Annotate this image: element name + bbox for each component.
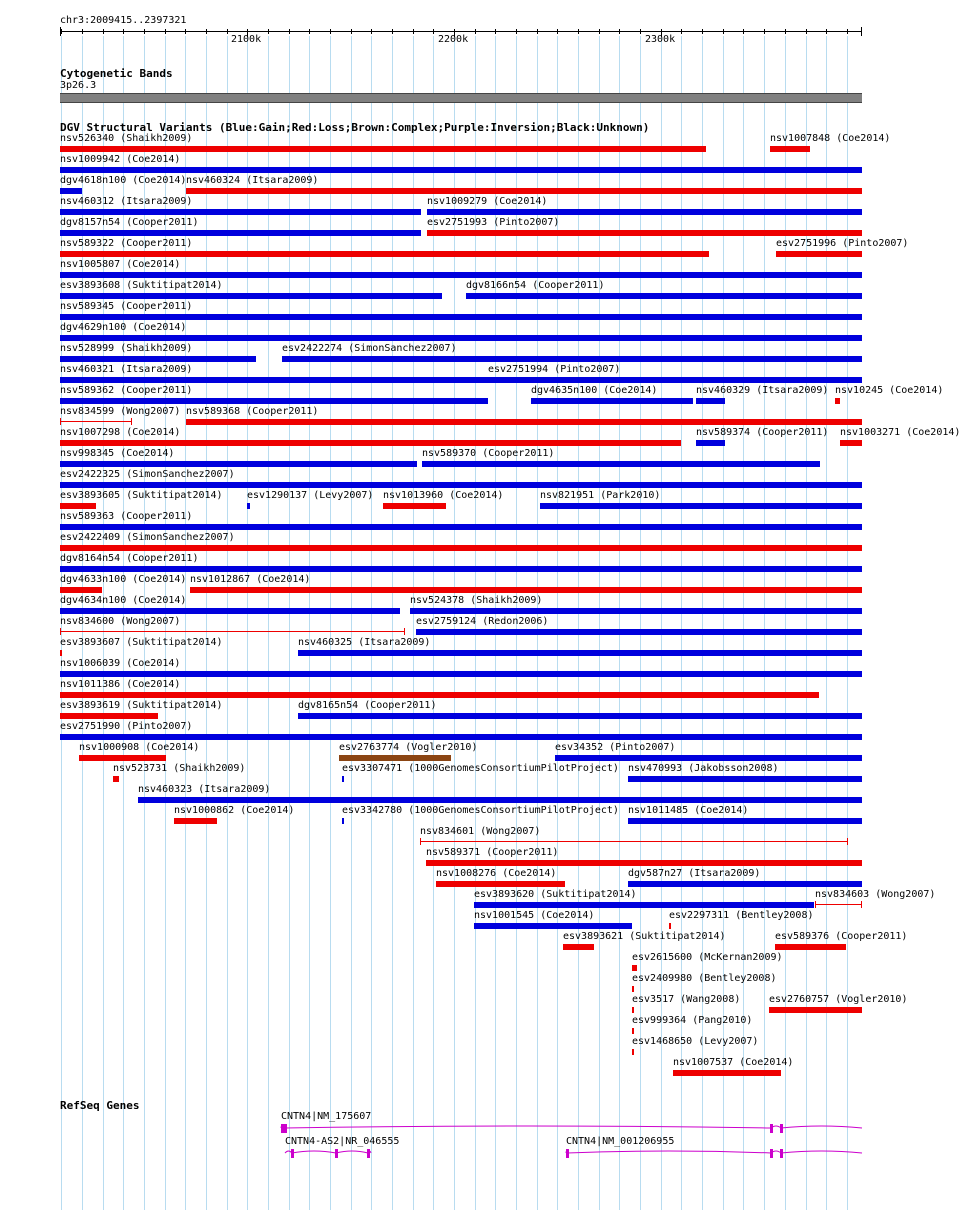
gene-exon[interactable]	[284, 1124, 287, 1133]
variant-label[interactable]: nsv1007848 (Coe2014)	[770, 133, 891, 144]
gene-exon[interactable]	[281, 1124, 284, 1133]
variant-label[interactable]: nsv589363 (Cooper2011)	[60, 511, 193, 522]
variant-label[interactable]: esv999364 (Pang2010)	[632, 1015, 753, 1026]
variant-label[interactable]: esv2615600 (McKernan2009)	[632, 952, 783, 963]
variant-label[interactable]: esv2751996 (Pinto2007)	[776, 238, 909, 249]
gene-intron-line[interactable]	[281, 1126, 862, 1128]
variant-label[interactable]: nsv460321 (Itsara2009)	[60, 364, 193, 375]
variant-label[interactable]: nsv460324 (Itsara2009)	[186, 175, 319, 186]
variant-label[interactable]: nsv834600 (Wong2007)	[60, 616, 181, 627]
variant-label[interactable]: esv2760757 (Vogler2010)	[769, 994, 908, 1005]
variant-label[interactable]: dgv587n27 (Itsara2009)	[628, 868, 761, 879]
variant-label[interactable]: nsv1008276 (Coe2014)	[436, 868, 557, 879]
variant-label[interactable]: esv1468650 (Levy2007)	[632, 1036, 759, 1047]
cytoband-label: 3p26.3	[60, 80, 97, 91]
variant-label[interactable]: dgv8166n54 (Cooper2011)	[466, 280, 605, 291]
variant-label[interactable]: esv1290137 (Levy2007)	[247, 490, 374, 501]
variant-label[interactable]: esv2422409 (SimonSanchez2007)	[60, 532, 235, 543]
gene-exon[interactable]	[367, 1149, 370, 1158]
variant-label[interactable]: dgv4634n100 (Coe2014)	[60, 595, 187, 606]
variant-label[interactable]: nsv998345 (Coe2014)	[60, 448, 175, 459]
variant-label[interactable]: esv2409980 (Bentley2008)	[632, 973, 777, 984]
variant-label[interactable]: nsv589368 (Cooper2011)	[186, 406, 319, 417]
variant-label[interactable]: nsv1005807 (Coe2014)	[60, 259, 181, 270]
gene-label[interactable]: CNTN4-AS2|NR_046555	[285, 1136, 400, 1147]
gene-exon[interactable]	[770, 1149, 773, 1158]
variant-label[interactable]: nsv821951 (Park2010)	[540, 490, 661, 501]
gene-intron-line[interactable]	[285, 1151, 371, 1153]
variant-label[interactable]: nsv834599 (Wong2007)	[60, 406, 181, 417]
variant-label[interactable]: esv3893607 (Suktitipat2014)	[60, 637, 223, 648]
variant-label[interactable]: nsv1006039 (Coe2014)	[60, 658, 181, 669]
variant-label[interactable]: esv3893608 (Suktitipat2014)	[60, 280, 223, 291]
variant-label[interactable]: nsv460323 (Itsara2009)	[138, 784, 271, 795]
gene-intron-line[interactable]	[566, 1151, 862, 1153]
gene-label[interactable]: CNTN4|NM_175607	[281, 1111, 372, 1122]
gene-exon[interactable]	[566, 1149, 569, 1158]
variant-label[interactable]: nsv460329 (Itsara2009)	[696, 385, 829, 396]
variant-label[interactable]: esv3893621 (Suktitipat2014)	[563, 931, 726, 942]
variant-label[interactable]: nsv460325 (Itsara2009)	[298, 637, 431, 648]
variant-label[interactable]: esv34352 (Pinto2007)	[555, 742, 676, 753]
variant-label[interactable]: nsv1013960 (Coe2014)	[383, 490, 504, 501]
variant-label[interactable]: nsv589371 (Cooper2011)	[426, 847, 559, 858]
gene-exon[interactable]	[770, 1124, 773, 1133]
ruler-tick-label: 2100k	[231, 34, 262, 45]
dgv-track-title: DGV Structural Variants (Blue:Gain;Red:Loss;Brown:Complex;Purple:Inversion;Black:Unknown)	[60, 121, 650, 134]
variant-label[interactable]: nsv1000908 (Coe2014)	[79, 742, 200, 753]
variant-label[interactable]: nsv589370 (Cooper2011)	[422, 448, 555, 459]
variant-label[interactable]: dgv4618n100 (Coe2014)	[60, 175, 187, 186]
variant-label[interactable]: nsv1009279 (Coe2014)	[427, 196, 548, 207]
variant-label[interactable]: esv2422325 (SimonSanchez2007)	[60, 469, 235, 480]
gene-exon[interactable]	[780, 1149, 783, 1158]
variant-label[interactable]: esv3342780 (1000GenomesConsortiumPilotProject)	[342, 805, 619, 816]
variant-label[interactable]: esv2763774 (Vogler2010)	[339, 742, 478, 753]
gene-exon[interactable]	[291, 1149, 294, 1158]
variant-label[interactable]: nsv589345 (Cooper2011)	[60, 301, 193, 312]
variant-label[interactable]: nsv470993 (Jakobsson2008)	[628, 763, 779, 774]
variant-label[interactable]: nsv834603 (Wong2007)	[815, 889, 936, 900]
variant-label[interactable]: esv589376 (Cooper2011)	[775, 931, 908, 942]
variant-label[interactable]: esv3307471 (1000GenomesConsortiumPilotProject)	[342, 763, 619, 774]
variant-label[interactable]: nsv1009942 (Coe2014)	[60, 154, 181, 165]
variant-label[interactable]: nsv528999 (Shaikh2009)	[60, 343, 193, 354]
variant-label[interactable]: nsv1001545 (Coe2014)	[474, 910, 595, 921]
variant-label[interactable]: nsv524378 (Shaikh2009)	[410, 595, 543, 606]
variant-label[interactable]: dgv8164n54 (Cooper2011)	[60, 553, 199, 564]
variant-label[interactable]: esv2759124 (Redon2006)	[416, 616, 549, 627]
gene-exon[interactable]	[780, 1124, 783, 1133]
variant-label[interactable]: esv3893619 (Suktitipat2014)	[60, 700, 223, 711]
variant-label[interactable]: esv2751994 (Pinto2007)	[488, 364, 621, 375]
variant-label[interactable]: nsv10245 (Coe2014)	[835, 385, 944, 396]
refseq-track-title: RefSeq Genes	[60, 1099, 140, 1112]
variant-label[interactable]: nsv523731 (Shaikh2009)	[113, 763, 246, 774]
variant-label[interactable]: nsv1007298 (Coe2014)	[60, 427, 181, 438]
location-label: chr3:2009415..2397321	[60, 15, 187, 26]
variant-label[interactable]: esv2751990 (Pinto2007)	[60, 721, 193, 732]
variant-label[interactable]: dgv4629n100 (Coe2014)	[60, 322, 187, 333]
variant-label[interactable]: esv3517 (Wang2008)	[632, 994, 741, 1005]
variant-label[interactable]: nsv1011386 (Coe2014)	[60, 679, 181, 690]
variant-label[interactable]: esv3893620 (Suktitipat2014)	[474, 889, 637, 900]
variant-label[interactable]: esv2751993 (Pinto2007)	[427, 217, 560, 228]
variant-label[interactable]: esv3893605 (Suktitipat2014)	[60, 490, 223, 501]
variant-label[interactable]: esv2422274 (SimonSanchez2007)	[282, 343, 457, 354]
variant-label[interactable]: nsv526340 (Shaikh2009)	[60, 133, 193, 144]
variant-label[interactable]: nsv1012867 (Coe2014)	[190, 574, 311, 585]
ruler-tick-label: 2200k	[438, 34, 469, 45]
variant-label[interactable]: nsv834601 (Wong2007)	[420, 826, 541, 837]
variant-label[interactable]: nsv589362 (Cooper2011)	[60, 385, 193, 396]
variant-label[interactable]: nsv460312 (Itsara2009)	[60, 196, 193, 207]
variant-label[interactable]: nsv1011485 (Coe2014)	[628, 805, 749, 816]
cytoband-track-title: Cytogenetic Bands	[60, 67, 173, 80]
variant-label[interactable]: dgv8165n54 (Cooper2011)	[298, 700, 437, 711]
variant-label[interactable]: nsv589374 (Cooper2011)	[696, 427, 829, 438]
variant-label[interactable]: nsv1000862 (Coe2014)	[174, 805, 295, 816]
variant-label[interactable]: dgv4635n100 (Coe2014)	[531, 385, 658, 396]
gene-label[interactable]: CNTN4|NM_001206955	[566, 1136, 675, 1147]
gene-exon[interactable]	[335, 1149, 338, 1158]
variant-label[interactable]: nsv1007537 (Coe2014)	[673, 1057, 794, 1068]
variant-label[interactable]: dgv8157n54 (Cooper2011)	[60, 217, 199, 228]
variant-label[interactable]: nsv1003271 (Coe2014)	[840, 427, 960, 438]
ruler-tick-label: 2300k	[645, 34, 676, 45]
variant-label[interactable]: esv2297311 (Bentley2008)	[669, 910, 814, 921]
variant-label[interactable]: nsv589322 (Cooper2011)	[60, 238, 193, 249]
variant-label[interactable]: dgv4633n100 (Coe2014)	[60, 574, 187, 585]
